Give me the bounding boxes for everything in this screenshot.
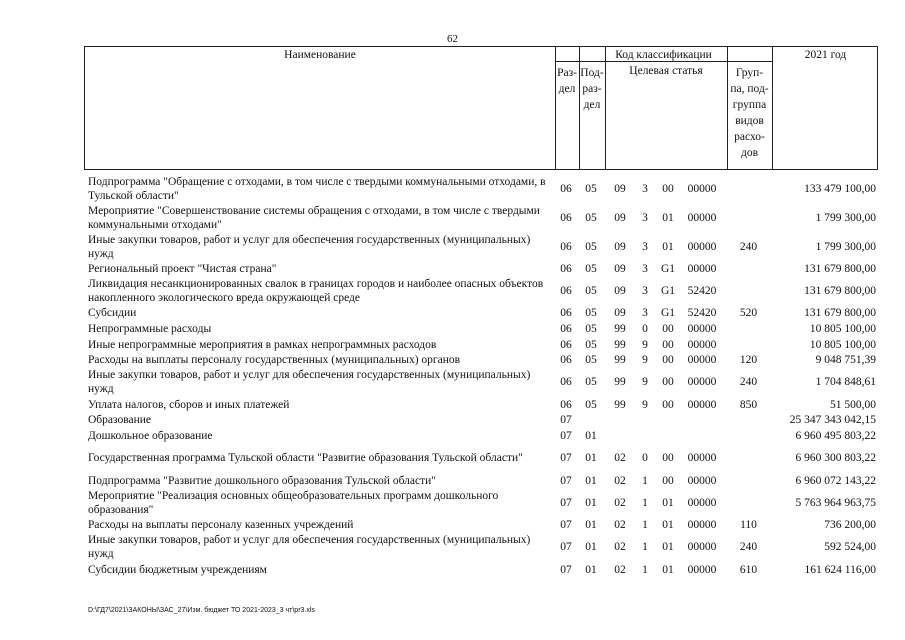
row-amount: 131 679 800,00 [804,285,876,298]
row-amount: 5 763 964 963,75 [795,496,876,509]
row-amount: 51 500,00 [830,398,876,411]
row-name: Уплата налогов, сборов и иных платежей [88,398,290,411]
row-code-c3: 01 [662,519,674,532]
row-code-rz: 07 [560,474,572,487]
row-code-pr: 05 [585,240,597,253]
row-code-c3: 01 [662,240,674,253]
row-code-rz: 07 [560,563,572,576]
row-code-vr: 110 [740,519,757,532]
row-code-c1: 02 [614,519,626,532]
row-name: Субсидии бюджетным учреждениям [88,563,267,576]
header-gruppa-line: па, под- [730,83,769,95]
row-code-c3: G1 [660,285,676,298]
row-name: Расходы на выплаты персоналу казенных учреждений [88,519,354,532]
row-amount: 6 960 495 803,22 [795,429,876,442]
row-code-c2: 1 [642,541,648,554]
row-code-rz: 06 [560,307,572,320]
row-code-c2: 1 [642,496,648,509]
row-name: Иные закупки товаров, работ и услуг для обеспечения государственных (муниципальных) нужд [88,534,531,561]
row-name: Подпрограмма "Обращение с отходами, в том числе с твердыми коммунальными отходами, в Тульской области" [88,175,546,202]
row-code-vr: 850 [739,398,758,411]
header-razdel [555,65,579,97]
row-code-c4: 00000 [687,496,717,509]
header-gruppa-line: дов [740,147,759,159]
row-code-c1: 02 [614,474,626,487]
header-divider [772,47,773,169]
row-code-c2: 9 [642,354,648,367]
row-amount: 1 799 300,00 [815,240,876,253]
row-code-c2: 3 [642,240,648,253]
row-code-c2: 3 [642,211,648,224]
row-code-c4: 00000 [687,563,717,576]
row-code-rz: 06 [560,182,572,195]
row-code-pr: 05 [585,376,597,389]
row-code-rz: 07 [560,414,572,427]
row-name: Образование [88,414,152,427]
row-code-c3: 01 [662,563,674,576]
row-name: Региональный проект "Чистая страна" [88,262,277,275]
row-code-rz: 06 [560,211,572,224]
table-row [84,232,878,261]
table-row [84,261,878,277]
header-gruppa-line: расхо- [734,131,765,143]
row-code-rz: 06 [560,398,572,411]
header-gruppa-line: группа [732,99,767,111]
row-code-c2: 3 [642,285,648,298]
row-name: Непрограммные расходы [88,322,212,335]
row-code-pr: 01 [585,474,597,487]
row-amount: 592 524,00 [824,541,876,554]
row-code-c1: 02 [614,452,626,465]
row-amount: 6 960 072 143,22 [795,474,876,487]
row-amount: 736 200,00 [824,519,876,532]
row-code-c1: 02 [614,496,626,509]
row-code-pr: 05 [585,398,597,411]
row-name: Субсидии [88,307,137,320]
row-amount: 10 805 100,00 [809,322,876,335]
row-code-rz: 07 [560,429,572,442]
row-amount: 9 048 751,39 [815,354,876,367]
table-body [84,174,878,578]
row-code-rz: 07 [560,452,572,465]
row-code-c3: 00 [662,474,674,487]
header-gruppa-line: Груп- [735,67,764,79]
row-amount: 25 347 343 042,15 [789,414,876,427]
row-code-c4: 52420 [687,285,717,298]
row-code-c2: 9 [642,376,648,389]
header-podrazdel-line: Под- [580,67,604,79]
table-row [84,517,878,533]
row-code-c2: 1 [642,519,648,532]
row-code-c3: 00 [662,354,674,367]
row-code-pr: 05 [585,211,597,224]
row-code-c4: 00000 [687,519,717,532]
row-code-c1: 09 [614,262,626,275]
row-amount: 1 799 300,00 [815,211,876,224]
table-row [84,428,878,444]
row-name: Мероприятие "Реализация основных общеобразовательных программ дошкольного образования" [88,489,499,516]
header-divider [555,61,772,62]
row-code-c4: 00000 [687,398,717,411]
row-code-c3: 01 [662,496,674,509]
table-row [84,473,878,489]
row-amount: 1 704 848,61 [815,376,876,389]
row-amount: 133 479 100,00 [804,182,876,195]
row-code-c2: 1 [642,474,648,487]
row-name: Государственная программа Тульской области "Развитие образования Тульской области" [88,452,523,465]
row-code-c1: 02 [614,541,626,554]
row-code-c1: 09 [614,285,626,298]
row-code-c1: 99 [614,376,626,389]
table-row [84,203,878,232]
row-code-c1: 99 [614,354,626,367]
row-code-c3: 00 [662,322,674,335]
row-code-vr: 120 [739,354,758,367]
row-code-rz: 06 [560,338,572,351]
row-code-vr: 520 [739,307,758,320]
row-code-c1: 02 [614,563,626,576]
row-code-pr: 05 [585,307,597,320]
row-code-rz: 06 [560,322,572,335]
row-code-pr: 05 [585,182,597,195]
row-code-c3: G1 [660,307,676,320]
row-code-vr: 240 [739,541,758,554]
header-year: 2021 год [804,49,847,61]
row-code-c3: 00 [662,452,674,465]
row-code-rz: 06 [560,376,572,389]
table-row [84,562,878,578]
row-code-c4: 00000 [687,182,717,195]
row-amount: 131 679 800,00 [804,307,876,320]
row-code-c4: 00000 [687,240,717,253]
header-gruppa-line: видов [735,115,764,127]
row-code-rz: 06 [560,240,572,253]
row-code-c2: 0 [642,322,648,335]
row-amount: 131 679 800,00 [804,262,876,275]
table-row [84,368,878,397]
row-code-vr: 610 [739,563,758,576]
header-razdel-line: Раз- [557,67,577,79]
table-row [84,277,878,306]
row-code-c3: 00 [662,376,674,389]
row-code-c2: 3 [642,307,648,320]
row-name: Дошкольное образование [88,429,213,442]
row-name: Мероприятие "Совершенствование системы обращения с отходами, в том числе с твердыми коммунальными отходами" [88,204,540,231]
row-code-pr: 01 [585,496,597,509]
table-row [84,321,878,337]
table-row [84,306,878,322]
header-celevaya: Целевая статья [629,65,703,77]
row-code-pr: 01 [585,541,597,554]
row-amount: 10 805 100,00 [809,338,876,351]
row-code-c4: 00000 [687,452,717,465]
row-code-rz: 07 [560,519,572,532]
row-code-pr: 05 [585,354,597,367]
header-gruppa [727,65,772,161]
header-podrazdel [579,65,605,113]
table-row [84,174,878,203]
row-code-c4: 00000 [687,262,717,275]
table-row [84,337,878,353]
header-name: Наименование [284,49,356,61]
header-podrazdel-line: раз- [582,83,602,95]
row-code-c2: 1 [642,563,648,576]
row-code-c2: 0 [642,452,648,465]
row-code-c1: 99 [614,398,626,411]
row-code-pr: 05 [585,285,597,298]
row-code-c1: 09 [614,307,626,320]
row-code-c4: 00000 [687,322,717,335]
row-code-c4: 00000 [687,338,717,351]
row-code-c3: 01 [662,541,674,554]
row-code-c1: 09 [614,211,626,224]
header-razdel-line: дел [558,83,576,95]
row-name: Иные закупки товаров, работ и услуг для обеспечения государственных (муниципальных) нужд [88,369,531,396]
row-code-c2: 9 [642,338,648,351]
row-code-rz: 07 [560,496,572,509]
row-code-rz: 07 [560,541,572,554]
row-code-pr: 05 [585,262,597,275]
row-code-vr: 240 [739,240,758,253]
row-code-c3: 00 [662,338,674,351]
row-code-c4: 00000 [687,376,717,389]
row-code-c2: 3 [642,182,648,195]
table-header [84,46,878,170]
row-code-pr: 01 [585,429,597,442]
row-code-c4: 00000 [687,354,717,367]
row-code-c4: 00000 [687,541,717,554]
row-code-pr: 01 [585,519,597,532]
row-name: Ликвидация несанкционированных свалок в границах городов и наиболее опасных объектов накопленного экологического вреда окружающей среде [88,278,544,305]
row-code-vr: 240 [739,376,758,389]
row-code-c1: 99 [614,338,626,351]
file-path-footer: D:\ГД7\2021\ЗАКОНЫ\ЗАС_27\Изм. бюджет ТО 2021-2023_3 чт\pr3.xls [88,607,315,614]
row-code-c2: 3 [642,262,648,275]
table-row [84,413,878,429]
row-code-pr: 05 [585,338,597,351]
header-code: Код классификации [615,49,712,61]
row-code-c1: 99 [614,322,626,335]
row-amount: 6 960 300 803,22 [795,452,876,465]
table-row [84,533,878,562]
row-code-rz: 06 [560,285,572,298]
row-code-c3: 00 [662,182,674,195]
table-row [84,444,878,473]
page-number: 62 [447,33,458,45]
header-podrazdel-line: дел [583,99,601,111]
row-code-pr: 05 [585,322,597,335]
row-code-c4: 00000 [687,474,717,487]
row-code-c3: 00 [662,398,674,411]
row-code-c1: 09 [614,240,626,253]
row-code-pr: 01 [585,452,597,465]
table-row [84,397,878,413]
row-code-pr: 01 [585,563,597,576]
row-code-rz: 06 [560,354,572,367]
row-code-c1: 09 [614,182,626,195]
row-name: Иные закупки товаров, работ и услуг для обеспечения государственных (муниципальных) нужд [88,233,531,260]
row-code-c3: 01 [662,211,674,224]
row-code-c3: G1 [660,262,676,275]
row-name: Расходы на выплаты персоналу государственных (муниципальных) органов [88,354,461,367]
row-code-c4: 52420 [687,307,717,320]
row-code-c2: 9 [642,398,648,411]
row-name: Подпрограмма "Развитие дошкольного образования Тульской области" [88,474,436,487]
row-name: Иные непрограммные мероприятия в рамках непрограммных расходов [88,338,437,351]
table-row [84,352,878,368]
row-amount: 161 624 116,00 [804,563,876,576]
row-code-c4: 00000 [687,211,717,224]
table-row [84,488,878,517]
row-code-rz: 06 [560,262,572,275]
